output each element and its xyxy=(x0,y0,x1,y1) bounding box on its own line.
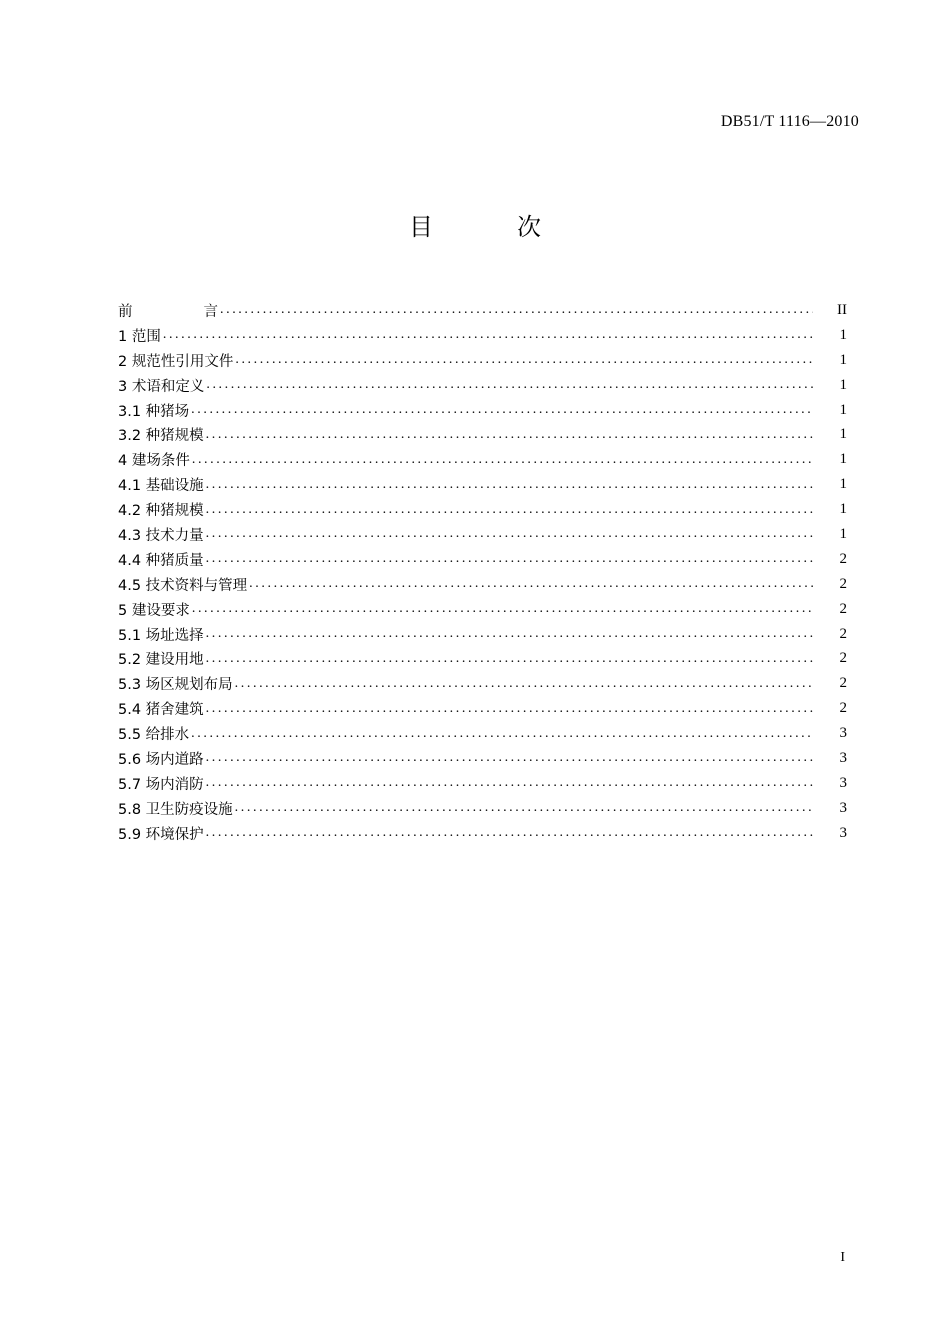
toc-entry[interactable] xyxy=(118,522,853,547)
toc-entry-page: 3 xyxy=(839,774,847,791)
toc-entry[interactable] xyxy=(118,348,853,373)
toc-entry-page: 2 xyxy=(839,600,847,617)
toc-entry-page: 2 xyxy=(839,625,847,642)
title-char-2: 次 xyxy=(517,213,541,241)
dot-leader xyxy=(206,701,813,717)
toc-entry-page: 1 xyxy=(839,376,847,393)
toc-entry-page: 1 xyxy=(839,476,847,493)
toc-entry-page: 3 xyxy=(839,824,847,841)
toc-label-part-2: 言 xyxy=(203,303,218,320)
toc-entry[interactable] xyxy=(118,472,853,497)
dot-leader xyxy=(191,402,813,418)
toc-entry[interactable] xyxy=(118,497,853,522)
toc-entry-label: 5.9 环境保护 xyxy=(118,826,204,843)
toc-entry-label: 4.2 种猪规模 xyxy=(118,503,204,520)
toc-entry-page: 1 xyxy=(839,451,847,468)
toc-entry-label: 5.6 场内道路 xyxy=(118,751,204,768)
dot-leader xyxy=(192,452,813,468)
dot-leader xyxy=(206,750,813,766)
toc-entry-label: 3.2 种猪规模 xyxy=(118,428,204,445)
toc-entry-page: 3 xyxy=(839,749,847,766)
toc-entry-page: 2 xyxy=(839,675,847,692)
toc-entry[interactable] xyxy=(118,671,853,696)
dot-leader xyxy=(206,551,813,567)
dot-leader xyxy=(206,775,813,791)
toc-entry[interactable] xyxy=(118,398,853,423)
toc-entry-label: 4.5 技术资料与管理 xyxy=(118,577,248,594)
dot-leader xyxy=(206,626,813,642)
toc-entry-label: 2 规范性引用文件 xyxy=(118,353,234,370)
toc-entry[interactable] xyxy=(118,422,853,447)
dot-leader xyxy=(249,576,813,592)
toc-entry-label: 5.5 给排水 xyxy=(118,727,190,744)
toc-entry-label: 3.1 种猪场 xyxy=(118,403,190,420)
dot-leader xyxy=(206,526,813,542)
toc-entry-label: 4 建场条件 xyxy=(118,453,190,470)
toc-entry-page: 1 xyxy=(839,426,847,443)
dot-leader xyxy=(206,651,813,667)
toc-entry[interactable] xyxy=(118,597,853,622)
dot-leader xyxy=(235,800,813,816)
toc-entry-label: 5.1 场址选择 xyxy=(118,627,204,644)
toc-entry[interactable] xyxy=(118,746,853,771)
toc-entry-page: 1 xyxy=(839,401,847,418)
dot-leader xyxy=(206,477,813,493)
toc-entry-label: 4.3 技术力量 xyxy=(118,527,204,544)
table-of-contents xyxy=(118,298,853,846)
document-code: DB51/T 1116—2010 xyxy=(720,113,859,130)
toc-entry-page: 3 xyxy=(839,799,847,816)
toc-entry-foreword[interactable] xyxy=(118,298,853,323)
toc-entry[interactable] xyxy=(118,447,853,472)
toc-entry-page: 1 xyxy=(839,351,847,368)
toc-entry-page: 2 xyxy=(839,700,847,717)
toc-entry-page: 1 xyxy=(839,326,847,343)
toc-entry[interactable] xyxy=(118,373,853,398)
dot-leader xyxy=(235,352,813,368)
toc-entry[interactable] xyxy=(118,796,853,821)
title-char-1: 目 xyxy=(409,213,433,241)
toc-label-part-1: 前 xyxy=(118,303,133,320)
toc-entry-label: 5.3 场区规划布局 xyxy=(118,677,233,694)
dot-leader xyxy=(235,676,813,692)
toc-entry[interactable] xyxy=(118,323,853,348)
toc-entry-page: 2 xyxy=(839,575,847,592)
dot-leader xyxy=(206,427,813,443)
dot-leader xyxy=(192,601,813,617)
toc-entry-page: II xyxy=(837,301,847,318)
dot-leader xyxy=(206,825,813,841)
toc-entry-label: 5.2 建设用地 xyxy=(118,652,204,669)
toc-entry-label: 1 范围 xyxy=(118,328,161,345)
toc-entry[interactable] xyxy=(118,646,853,671)
dot-leader xyxy=(191,726,813,742)
toc-entry-page: 1 xyxy=(839,501,847,518)
dot-leader xyxy=(163,327,813,343)
dot-leader xyxy=(220,302,813,318)
toc-entry-page: 1 xyxy=(839,525,847,542)
page-number: I xyxy=(840,1250,845,1265)
toc-entry-label: 5.8 卫生防疫设施 xyxy=(118,801,233,818)
toc-entry[interactable] xyxy=(118,547,853,572)
toc-entry[interactable] xyxy=(118,721,853,746)
toc-entry-page: 2 xyxy=(839,550,847,567)
toc-entry-label: 4.4 种猪质量 xyxy=(118,552,204,569)
toc-entry[interactable] xyxy=(118,771,853,796)
toc-entry-label: 5 建设要求 xyxy=(118,602,190,619)
toc-entry-label: 5.4 猪舍建筑 xyxy=(118,702,204,719)
toc-entry[interactable] xyxy=(118,821,853,846)
toc-entry-label xyxy=(118,300,220,321)
toc-entry-label: 5.7 场内消防 xyxy=(118,776,204,793)
toc-entry-page: 2 xyxy=(839,650,847,667)
page-title xyxy=(0,207,950,242)
toc-entry-label: 4.1 基础设施 xyxy=(118,478,204,495)
toc-entry-label: 3 术语和定义 xyxy=(118,378,205,395)
toc-entry[interactable] xyxy=(118,572,853,597)
toc-entry-page: 3 xyxy=(839,725,847,742)
toc-entry[interactable] xyxy=(118,696,853,721)
toc-entry[interactable] xyxy=(118,622,853,647)
dot-leader xyxy=(206,502,813,518)
dot-leader xyxy=(206,377,813,393)
